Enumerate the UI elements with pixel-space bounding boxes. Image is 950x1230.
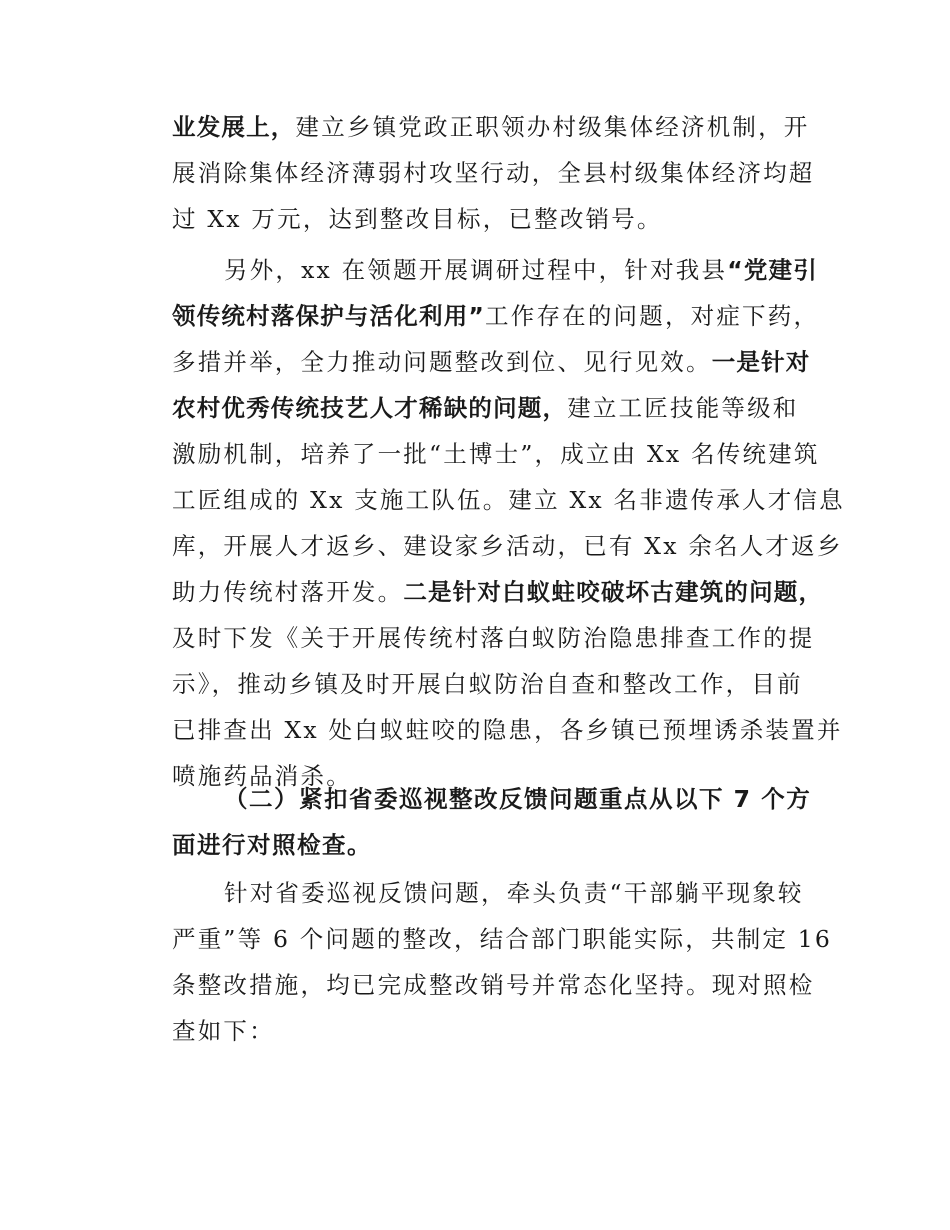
body-text: 工作存在的问题，对症下药，	[485, 302, 820, 330]
bold-lead-text: 业发展上，	[172, 113, 296, 141]
text-line: 已排查出 Xx 处白蚁蛀咬的隐患，各乡镇已预埋诱杀装置并	[172, 716, 843, 744]
text-line	[172, 293, 820, 339]
paragraph-collective-economy	[172, 104, 815, 242]
text-line: 条整改措施，均已完成整改销号并常态化坚持。现对照检	[172, 971, 815, 999]
heading-line: 面进行对照检查。	[172, 831, 372, 859]
heading-line: （二）紧扣省委巡视整改反馈问题重点从以下 7 个方	[224, 785, 812, 813]
text-line	[172, 339, 811, 385]
text-line	[172, 569, 824, 615]
body-text: 多措并举，全力推动问题整改到位、见行见效。	[172, 348, 712, 376]
paragraph-inspection-feedback	[172, 870, 833, 1054]
text-line: 严重”等 6 个问题的整改，结合部门职能实际，共制定 16	[172, 925, 833, 953]
text-line: 喷施药品消杀。	[172, 762, 352, 790]
text-line: 示》，推动乡镇及时开展白蚁防治自查和整改工作，目前	[172, 670, 803, 698]
text-line: 查如下：	[172, 1017, 275, 1045]
bold-text: 二是针对白蚁蛀咬破坏古建筑的问题，	[403, 578, 824, 606]
text-line: 及时下发《关于开展传统村落白蚁防治隐患排查工作的提	[172, 624, 815, 652]
body-text: 另外，xx 在领题开展调研过程中，针对我县	[224, 256, 728, 284]
bold-text: 一是针对	[711, 348, 811, 376]
text-line	[172, 385, 800, 431]
text-line: 展消除集体经济薄弱村攻坚行动，全县村级集体经济均超	[172, 159, 815, 187]
text-line: 工匠组成的 Xx 支施工队伍。建立 Xx 名非遗传承人才信息	[172, 486, 845, 514]
bold-text: 农村优秀传统技艺人才稀缺的问题，	[172, 394, 568, 422]
text-line	[172, 247, 818, 293]
body-text: 建立乡镇党政正职领办村级集体经济机制，开	[295, 113, 810, 141]
text-line: 激励机制，培养了一批“土博士”，成立由 Xx 名传统建筑	[172, 440, 820, 468]
body-text: 助力传统村落开发。	[172, 578, 404, 606]
text-line: 过 Xx 万元，达到整改目标，已整改销号。	[172, 205, 663, 233]
bold-text: “党建引	[727, 256, 818, 284]
text-line: 库，开展人才返乡、建设家乡活动，已有 Xx 余名人才返乡	[172, 532, 843, 560]
body-text: 建立工匠技能等级和	[567, 394, 799, 422]
text-line	[172, 104, 810, 150]
text-line: 针对省委巡视反馈问题，牵头负责“干部躺平现象较	[224, 879, 804, 907]
section-heading-2	[172, 776, 812, 868]
bold-text: 领传统村落保护与活化利用”	[172, 302, 486, 330]
